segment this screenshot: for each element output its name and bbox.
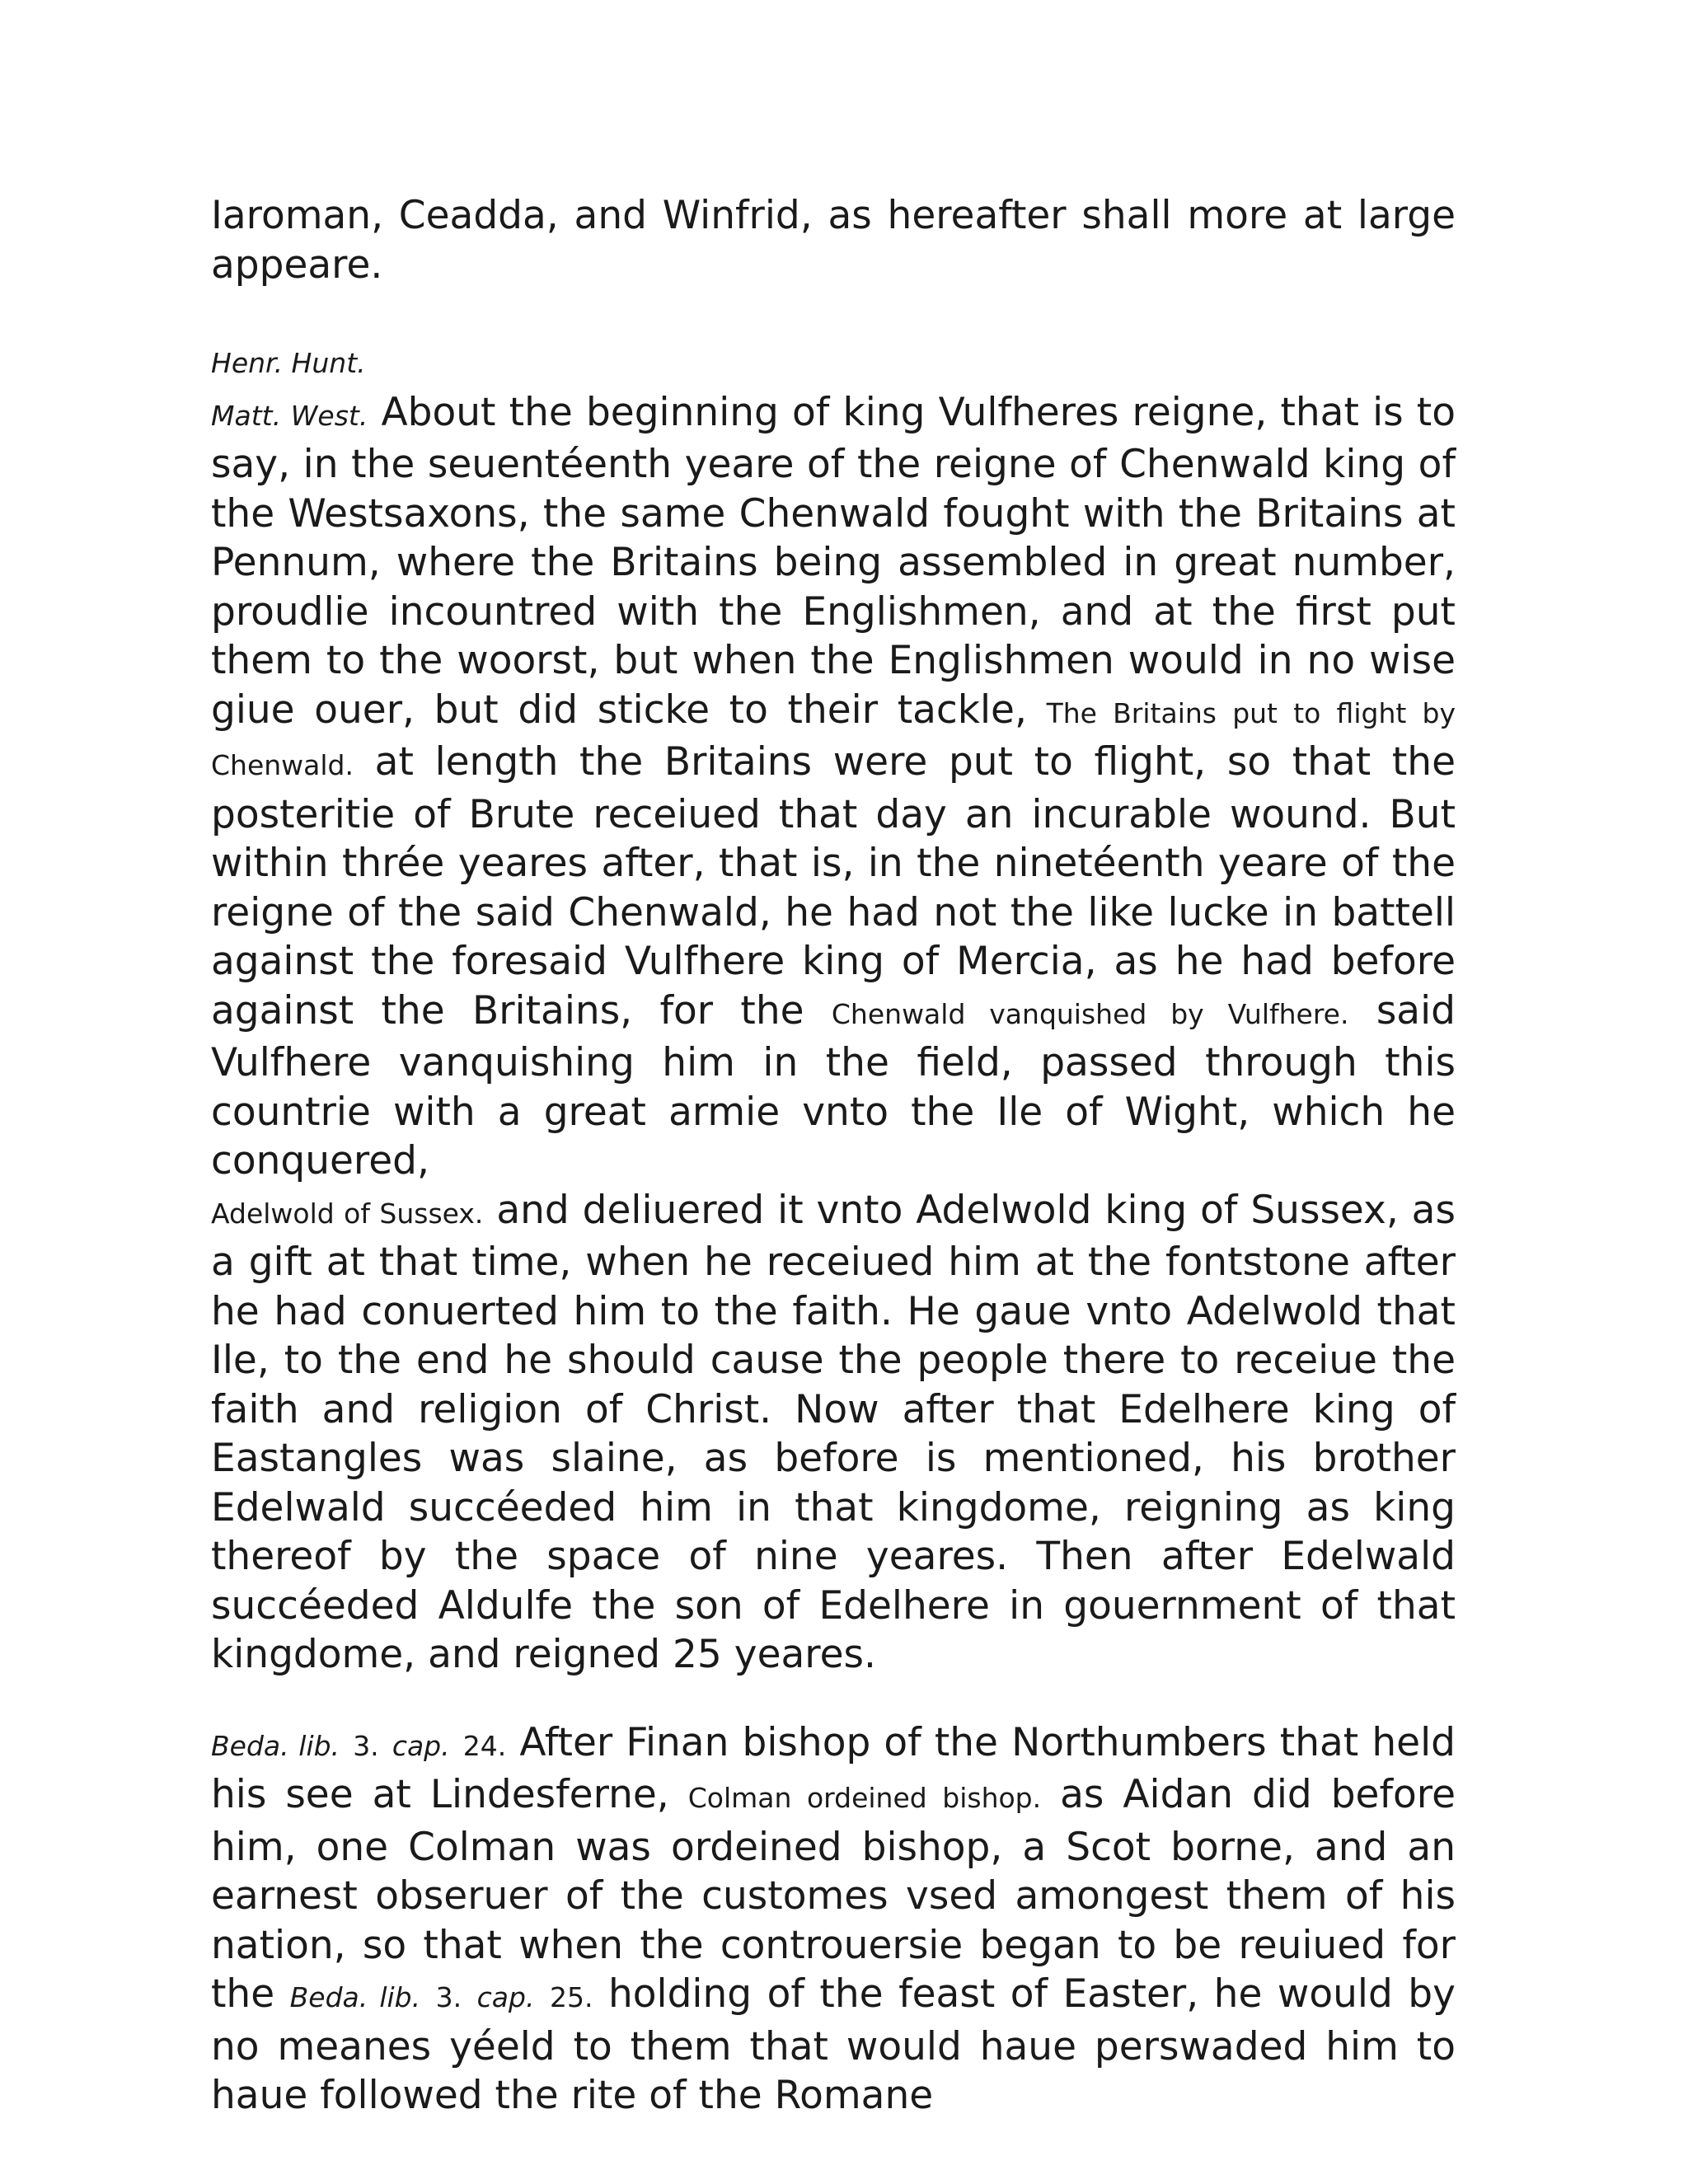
paragraph-gap (211, 1680, 1456, 1718)
ref-chapter-number-2: 25. (549, 1981, 593, 2013)
ref-cap-2: cap. (476, 1981, 535, 2013)
paragraph-gap (211, 289, 1456, 339)
paragraph-3-text-a: After Finan bishop of the Northumbers that held his see at Lindesferne, (211, 1719, 1456, 1817)
margin-note-chenwald-vanquished: Chenwald vanquished by Vulfhere. (831, 997, 1349, 1030)
paragraph-2-text-e: said Vulfhere vanquishing him in the field, passed through this countrie with a great armie vnto the Ile of Wight, which he conquered, (211, 987, 1456, 1183)
margin-note-colman: Colman ordeined bishop. (687, 1782, 1042, 1814)
paragraph-1-text: Iaroman, Ceadda, and Winfrid, as hereafter shall more at large appeare. (211, 193, 1456, 288)
ref-chapter-number: 24. (462, 1729, 507, 1762)
side-note-henr-hunt: Henr. Hunt. (211, 347, 366, 379)
ref-book-number-2: 3. (435, 1981, 462, 2013)
margin-note-adelwold: Adelwold of Sussex. (211, 1197, 484, 1230)
paragraph-2-text-c: at length the Britains were put to flight, so that the posteritie of Brute receiued that day an incurable wound. But within thrée yeares after, that is, in the ninetéenth yeare of the reigne of the said Chenwald, he had not the like lucke in battell against the foresaid Vulfhere king of Mercia, as he had before against the Britains, for the (211, 739, 1456, 1033)
paragraph-3 (211, 1718, 1456, 2121)
ref-beda-lib-2: Beda. lib. (289, 1981, 421, 2013)
side-note-matt-west: Matt. West. (211, 399, 368, 432)
document-page (211, 191, 1456, 2121)
paragraph-3-text-c: as Aidan did before him, one Colman was ordeined bishop, a Scot borne, and an earnest obseruer of the customes vsed amongest them of his nation, so that when the controuersie began to be reuiued for the (211, 1772, 1456, 2017)
ref-book-number: 3. (353, 1729, 379, 1762)
paragraph-1 (211, 191, 1456, 289)
paragraph-2-body (211, 388, 1456, 1186)
paragraph-2 (211, 339, 1456, 1680)
ref-beda-lib: Beda. lib. (211, 1729, 340, 1762)
margin-note-britains-flight: The Britains put to flight by Chenwald. (211, 696, 1456, 781)
paragraph-3-text-e: holding of the feast of Easter, he would by no meanes yéeld to them that would haue perswaded him to haue followed the rite of the Romane (211, 1971, 1456, 2118)
paragraph-2-text-a: About the beginning of king Vulfheres reigne, that is to say, in the seuentéenth yeare of the reigne of Chenwald king of the Westsaxons, the same Chenwald fought with the Britains at Pennum, where the Britains being assembled in great number, proudlie incountred with the Englishmen, and at the first put them to the woorst, but when the Englishmen would in no wise giue ouer, but did sticke to their tackle, (211, 389, 1456, 733)
ref-cap: cap. (392, 1729, 450, 1762)
paragraph-2-continued (211, 1186, 1456, 1680)
paragraph-2-text-g: and deliuered it vnto Adelwold king of Sussex, as a gift at that time, when he receiued him at the fontstone after he had conuerted him to the faith. He gaue vnto Adelwold that Ile, to the end he should cause the people there to receiue the faith and religion of Christ. Now after that Edelhere king of Eastangles was slaine, as before is mentioned, his brother Edelwald succéeded him in that kingdome, reigning as king thereof by the space of nine yeares. Then after Edelwald succéeded Aldulfe the son of Edelhere in gouernment of that kingdome, and reigned 25 yeares. (211, 1187, 1456, 1677)
